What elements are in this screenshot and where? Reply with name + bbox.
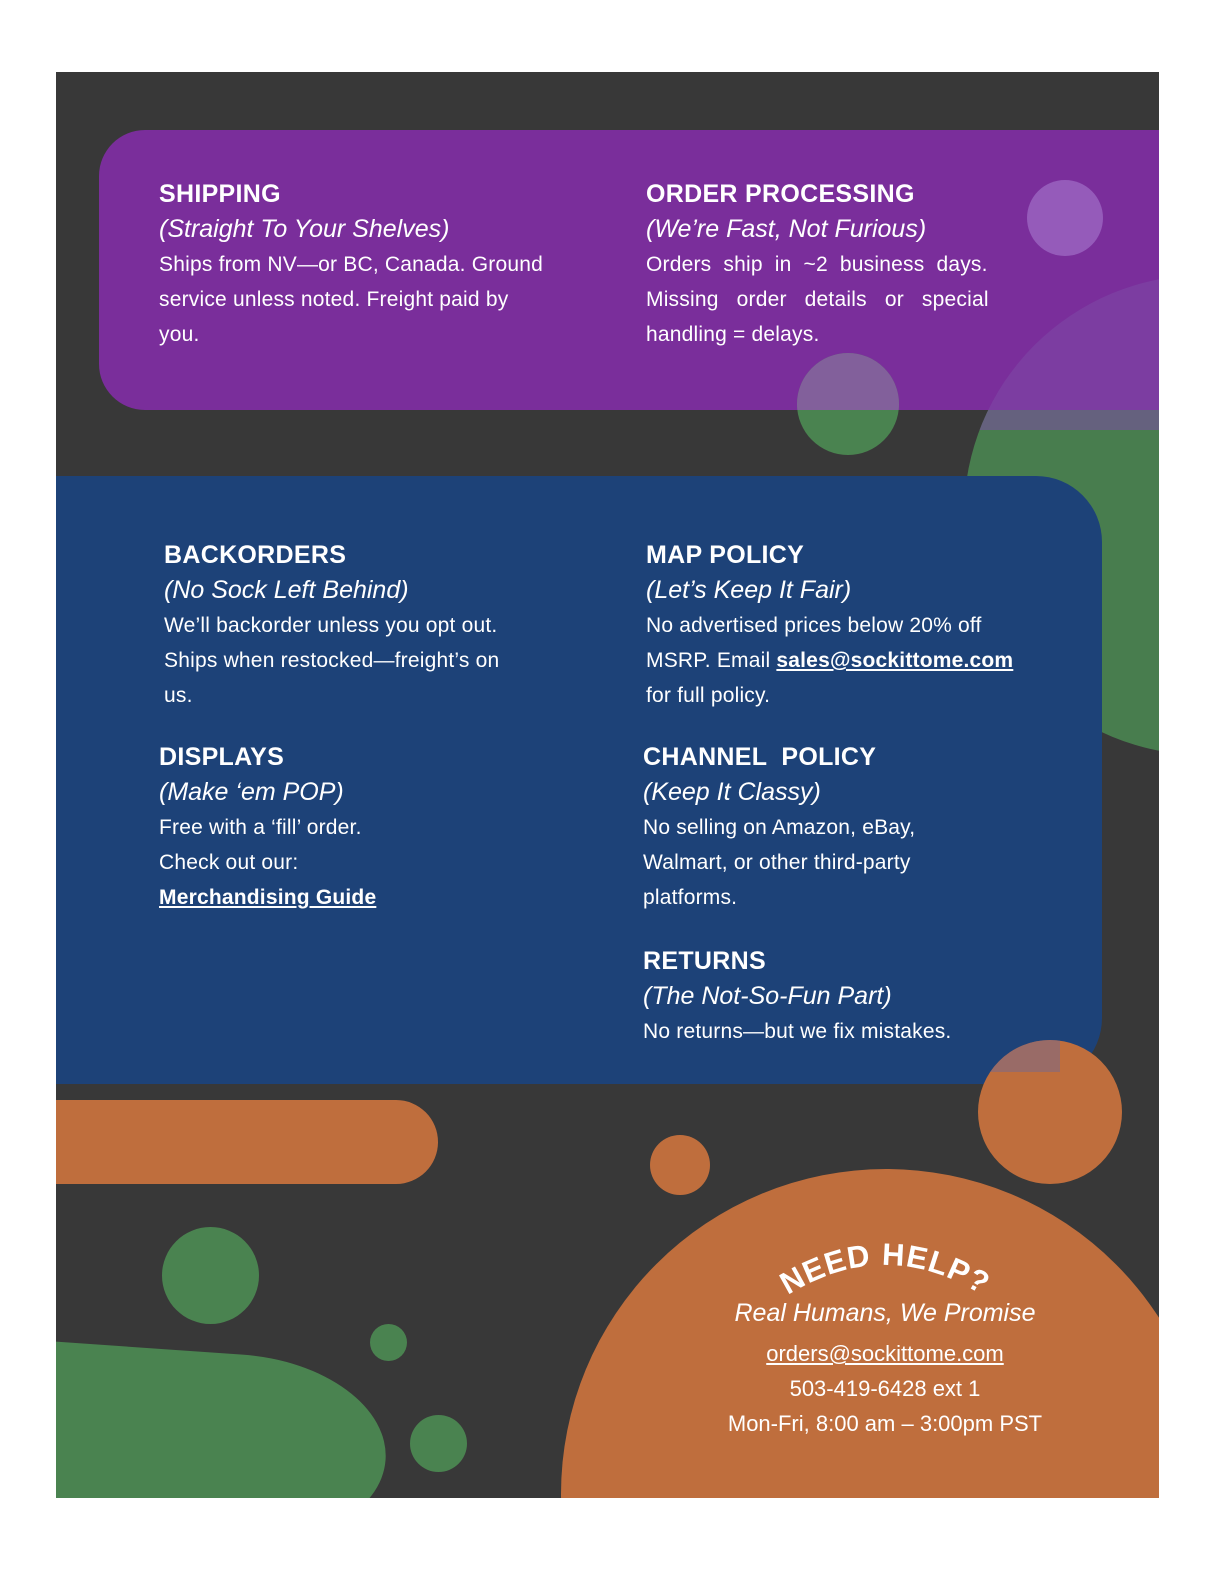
section-body-line: us.	[164, 684, 193, 707]
section-body-line: Orders ship in ~2 business days.	[646, 253, 988, 276]
need-help-text: NEED HELP?	[774, 1236, 997, 1302]
help-hours: Mon-Fri, 8:00 am – 3:00pm PST	[727, 1411, 1043, 1436]
section-heading: CHANNEL POLICY	[643, 743, 877, 771]
order-processing-section	[646, 180, 1028, 352]
section-body-line	[646, 643, 1066, 678]
returns-section	[643, 947, 1063, 1049]
section-heading: MAP POLICY	[646, 541, 805, 569]
section-body-line: No returns—but we fix mistakes.	[643, 1020, 952, 1043]
section-body-line: Check out our:	[159, 851, 299, 874]
decor-green-blob	[56, 1339, 392, 1498]
section-body-line: Ships when restocked—freight’s on	[164, 649, 500, 672]
decor-green-dot-small	[370, 1324, 407, 1361]
map-policy-section	[646, 541, 1066, 713]
section-subheading: (Let’s Keep It Fair)	[646, 576, 852, 604]
section-body-line: you.	[159, 323, 200, 346]
section-heading: SHIPPING	[159, 180, 281, 208]
decor-orange-dot	[650, 1135, 710, 1195]
sales-email-link[interactable]: sales@sockittome.com	[776, 649, 1014, 672]
section-body-line: service unless noted. Freight paid by	[159, 288, 509, 311]
section-subheading: (The Not-So-Fun Part)	[643, 982, 892, 1010]
decor-orange-bar	[56, 1100, 438, 1184]
section-subheading: (Keep It Classy)	[643, 778, 821, 806]
section-subheading: (Straight To Your Shelves)	[159, 215, 450, 243]
section-subheading: (No Sock Left Behind)	[164, 576, 409, 604]
section-heading: RETURNS	[643, 947, 766, 975]
decor-green-dot-medium	[410, 1415, 467, 1472]
section-heading: ORDER PROCESSING	[646, 180, 915, 208]
svg-text:NEED HELP?	[774, 1237, 996, 1302]
merchandising-guide-link[interactable]: Merchandising Guide	[159, 886, 377, 909]
section-subheading: (We’re Fast, Not Furious)	[646, 215, 927, 243]
section-body-line: We’ll backorder unless you opt out.	[164, 614, 498, 637]
backorders-section	[164, 541, 584, 713]
section-heading: BACKORDERS	[164, 541, 347, 569]
section-body-line: Ships from NV—or BC, Canada. Ground	[159, 253, 543, 276]
help-subtitle: Real Humans, We Promise	[734, 1299, 1036, 1327]
displays-section	[159, 743, 579, 915]
section-body-line: handling = delays.	[646, 323, 820, 346]
section-body-line: Walmart, or other third-party	[643, 851, 911, 874]
channel-policy-section	[643, 743, 1063, 915]
section-body-line: for full policy.	[646, 684, 771, 707]
section-subheading: (Make ‘em POP)	[159, 778, 344, 806]
decor-green-dot-large	[162, 1227, 259, 1324]
decor-lavender-dot	[1027, 180, 1103, 256]
section-body-line: Free with a ‘fill’ order.	[159, 816, 362, 839]
section-heading: DISPLAYS	[159, 743, 285, 771]
orders-email-link[interactable]: orders@sockittome.com	[766, 1341, 1004, 1366]
email-prefix: MSRP. Email	[646, 649, 777, 672]
section-body-line: platforms.	[643, 886, 738, 909]
shipping-section	[159, 180, 599, 352]
section-body-line: Missing order details or special	[646, 288, 989, 311]
section-body-line: No selling on Amazon, eBay,	[643, 816, 916, 839]
help-phone: 503-419-6428 ext 1	[789, 1376, 981, 1401]
section-body-line: No advertised prices below 20% off	[646, 614, 982, 637]
